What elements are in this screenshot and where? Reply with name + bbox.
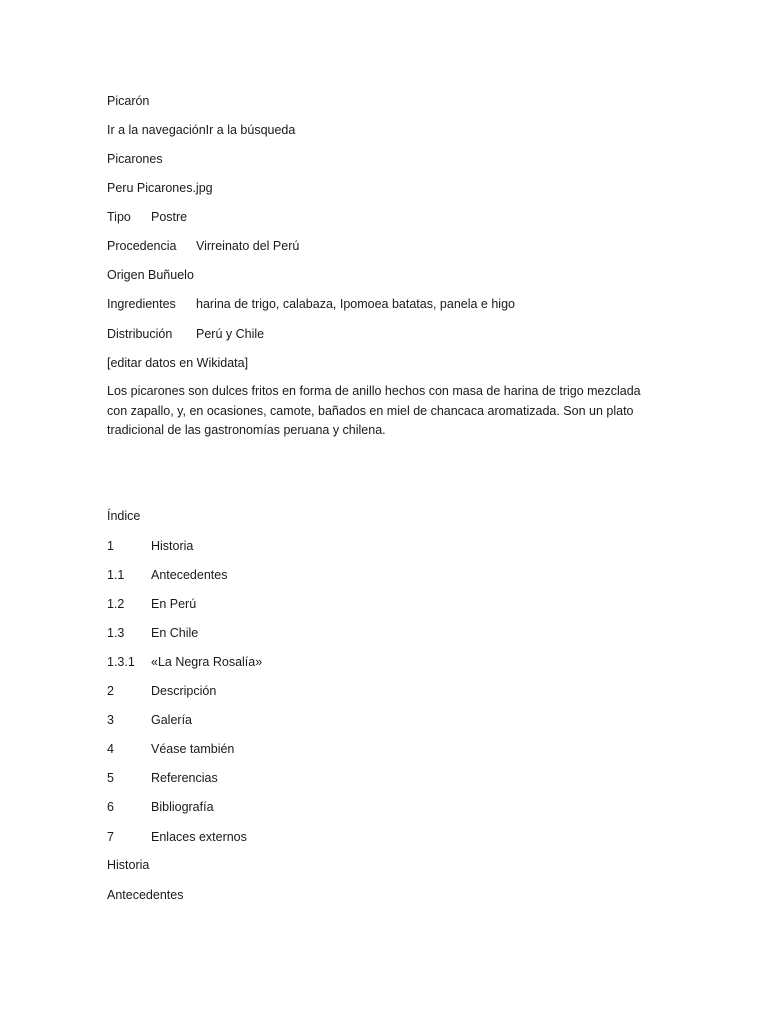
toc-item[interactable] bbox=[107, 741, 407, 757]
toc-item[interactable] bbox=[107, 683, 407, 699]
infobox-value: Postre bbox=[151, 210, 188, 224]
toc-item-number: 6 bbox=[107, 800, 114, 814]
toc-item-label[interactable]: En Chile bbox=[151, 626, 199, 640]
toc-item[interactable] bbox=[107, 829, 407, 845]
infobox-label: Tipo bbox=[107, 210, 131, 224]
infobox-label: Procedencia bbox=[107, 239, 177, 253]
infobox-label: Origen bbox=[107, 268, 145, 282]
infobox-value[interactable]: harina de trigo, calabaza, Ipomoea batatas, panela e higo bbox=[196, 297, 515, 311]
nav-links[interactable]: Ir a la navegaciónIr a la búsqueda bbox=[107, 123, 296, 137]
intro-paragraph: Los picarones son dulces fritos en forma de anillo hechos con masa de harina de trigo mezclada con zapallo, y, en ocasiones, camote, bañados en miel de chancaca aromatizada. Son un plato tradicional de las gastronomías peruana y chilena. bbox=[107, 384, 641, 437]
page-title: Picarón bbox=[107, 94, 150, 108]
toc-item-label[interactable]: Historia bbox=[151, 539, 194, 553]
toc-item-label[interactable]: Enlaces externos bbox=[151, 830, 247, 844]
infobox-row-origen bbox=[107, 267, 194, 283]
toc-item[interactable] bbox=[107, 567, 407, 583]
infobox-row-ingredientes bbox=[107, 296, 667, 312]
infobox-label: Ingredientes bbox=[107, 297, 176, 311]
toc-item[interactable] bbox=[107, 799, 407, 815]
toc-item[interactable] bbox=[107, 654, 407, 670]
toc-item-number: 1.3 bbox=[107, 626, 125, 640]
toc-item-number: 4 bbox=[107, 742, 114, 756]
toc-item-label[interactable]: Bibliografía bbox=[151, 800, 214, 814]
infobox-row-procedencia bbox=[107, 238, 507, 254]
toc-item-label[interactable]: Antecedentes bbox=[151, 568, 228, 582]
toc-item[interactable] bbox=[107, 538, 407, 554]
toc-item[interactable] bbox=[107, 770, 407, 786]
toc-item-number: 3 bbox=[107, 713, 114, 727]
toc-item[interactable] bbox=[107, 596, 407, 612]
toc-item-label[interactable]: Véase también bbox=[151, 742, 235, 756]
toc-item-label[interactable]: «La Negra Rosalía» bbox=[151, 655, 263, 669]
infobox-row-distribucion bbox=[107, 326, 507, 342]
toc-item[interactable] bbox=[107, 712, 407, 728]
toc-item-number: 1.3.1 bbox=[107, 655, 135, 669]
section-heading-historia: Historia bbox=[107, 858, 150, 872]
infobox-value[interactable]: Virreinato del Perú bbox=[196, 239, 300, 253]
toc-item-label[interactable]: Descripción bbox=[151, 684, 217, 698]
toc-item-number: 7 bbox=[107, 830, 114, 844]
toc-item-label[interactable]: En Perú bbox=[151, 597, 197, 611]
toc-item[interactable] bbox=[107, 625, 407, 641]
infobox-value[interactable]: Perú y Chile bbox=[196, 327, 265, 341]
toc-item-number: 1.1 bbox=[107, 568, 125, 582]
infobox-row-tipo bbox=[107, 209, 407, 225]
toc-item-number: 5 bbox=[107, 771, 114, 785]
infobox-image-file[interactable]: Peru Picarones.jpg bbox=[107, 181, 213, 195]
toc-item-number: 1.2 bbox=[107, 597, 125, 611]
infobox-name: Picarones bbox=[107, 152, 163, 166]
wikidata-edit-link[interactable]: [editar datos en Wikidata] bbox=[107, 356, 249, 370]
infobox-value[interactable]: Buñuelo bbox=[148, 268, 194, 282]
toc-item-label[interactable]: Galería bbox=[151, 713, 192, 727]
toc-heading: Índice bbox=[107, 509, 141, 523]
toc-item-number: 2 bbox=[107, 684, 114, 698]
infobox-label: Distribución bbox=[107, 327, 173, 341]
toc-item-label[interactable]: Referencias bbox=[151, 771, 218, 785]
toc-item-number: 1 bbox=[107, 539, 114, 553]
subsection-heading-antecedentes: Antecedentes bbox=[107, 888, 184, 902]
